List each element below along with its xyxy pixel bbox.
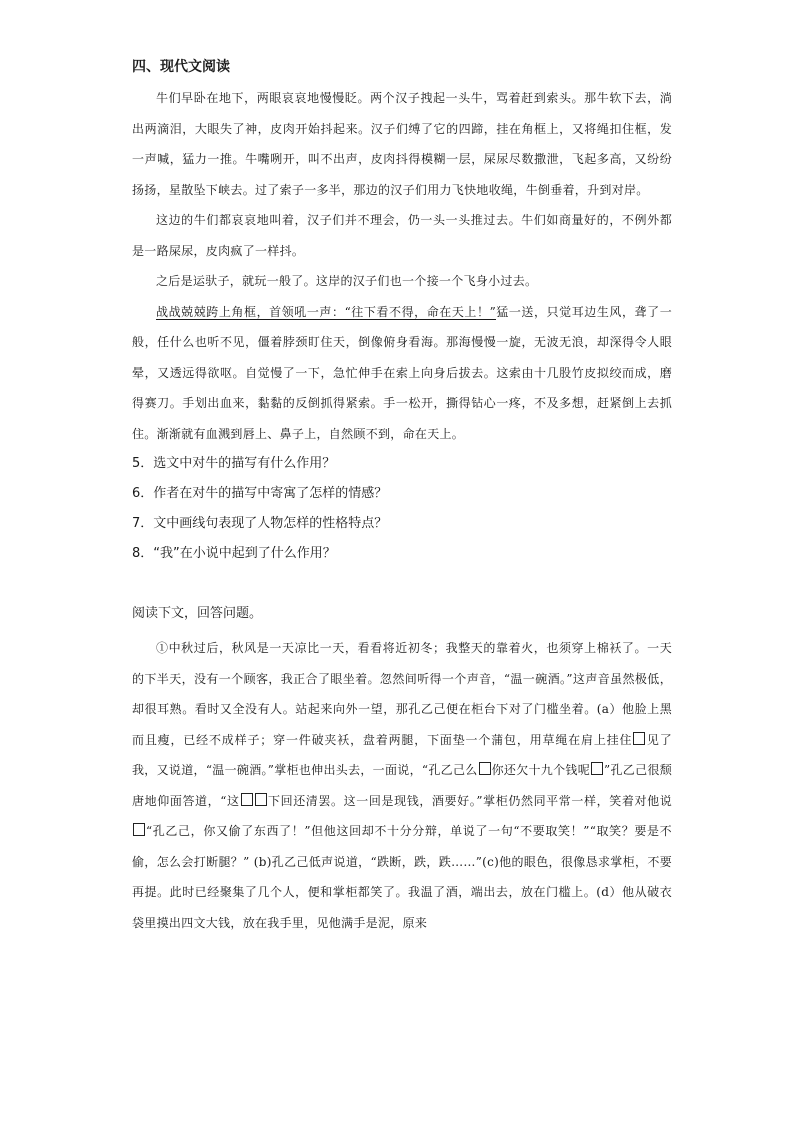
passage2-intro: 阅读下文，回答问题。 bbox=[132, 606, 263, 621]
question-8: 8．“我”在小说中起到了什么作用？ bbox=[132, 546, 336, 561]
passage1-paragraph-3: 之后是运驮子，就玩一般了。这岸的汉子们也一个接一个飞身小过去。 bbox=[156, 274, 538, 288]
blank-box bbox=[133, 823, 145, 836]
passage2-paragraph-1 bbox=[132, 633, 672, 938]
question-7: 7．文中画线句表现了人物怎样的性格特点？ bbox=[132, 516, 388, 531]
passage2-text-5: 下回还清罢。这一回是现钱，酒要好。”掌柜仍然同平常一样，笑着对他说 bbox=[267, 793, 672, 808]
blank-box bbox=[591, 762, 603, 775]
passage1-paragraph-4 bbox=[132, 297, 672, 450]
spacer bbox=[132, 569, 672, 601]
question-5: 5．选文中对牛的描写有什么作用？ bbox=[132, 456, 336, 471]
passage2-text-4: ”孔乙己很颓唐地仰面答道，“这 bbox=[132, 763, 672, 808]
section-title: 四、现代文阅读 bbox=[132, 59, 230, 75]
passage2-text-2: 见了我，又说道，“温一碗酒。”掌柜也伸出头去，一面说，“孔乙己么 bbox=[132, 732, 673, 777]
blank-box bbox=[255, 793, 267, 806]
passage1-paragraph-4-rest: 猛一送，只觉耳边生风，聋了一般，任什么也听不见，僵着脖颈盯住天，倒像俯身看海。那海慢慢一旋，无波无浪，却深得令人眼晕，又透远得欲呕。自觉慢了一下，急忙伸手在索上向身后拔去。这索由十几股竹皮拟绞而成，磨得赛刀。手划出血来，黏黏的反倒抓得紧索。手一松开，撕得钻心一疼，不及多想，赶紧倒上去抓住。渐渐就有血溅到唇上、鼻子上，自然顾不到，命在天上。 bbox=[132, 304, 673, 441]
passage2-text-6: “孔乙己，你又偷了东西了！”但他这回却不十分分辩，单说了一句“不要取笑！”“取笑？要是不偷，怎么会打断腿？” (b)孔乙己低声说道，“跌断，跌，跌……”(c)他的眼色，很像恳求掌柜，不要再提。此时已经聚集了几个人，便和掌柜都笑了。我温了酒，端出去，放在门槛上。(d）他从破衣袋里摸出四文大钱，放在我手里，见他满手是泥，原来 bbox=[132, 824, 672, 930]
underlined-sentence: 战战兢兢跨上角框，首领吼一声：“往下看不得，命在天上！” bbox=[156, 304, 496, 319]
blank-box bbox=[633, 732, 645, 745]
passage2-text-3: 你还欠十九个钱呢 bbox=[491, 763, 591, 777]
document-page bbox=[132, 56, 672, 938]
question-6: 6．作者在对牛的描写中寄寓了怎样的情感？ bbox=[132, 486, 388, 501]
passage1-paragraph-2: 这边的牛们都哀哀地叫着，汉子们并不理会，仍一头一头推过去。牛们如商量好的，不例外都是一路屎尿，皮肉疯了一样抖。 bbox=[132, 213, 672, 258]
blank-box bbox=[479, 762, 491, 775]
passage1-paragraph-1: 牛们早卧在地下，两眼哀哀地慢慢眨。两个汉子拽起一头牛，骂着赶到索头。那牛软下去，淌出两滴泪，大眼失了神，皮肉开始抖起来。汉子们缚了它的四蹄，挂在角框上，又将绳扣住框，发一声喊，猛力一推。牛嘴咧开，叫不出声，皮肉抖得模糊一层，屎尿尽数撒泄，飞起多高，又纷纷扬扬，星散坠下峡去。过了索子一多半，那边的汉子们用力飞快地收绳，牛倒垂着，升到对岸。 bbox=[132, 91, 672, 197]
passage2-text-1: ①中秋过后，秋风是一天凉比一天，看看将近初冬；我整天的靠着火，也须穿上棉袄了。一天的下半天，没有一个顾客，我正合了眼坐着。忽然间听得一个声音，“温一碗酒。”这声音虽然极低，却很耳熟。看时又全没有人。站起来向外一望，那孔乙己便在柜台下对了门槛坐着。(a）他脸上黑而且瘦，已经不成样子；穿一件破夹袄，盘着两腿，下面垫一个蒲包，用草绳在肩上挂住 bbox=[132, 641, 672, 747]
blank-box bbox=[241, 793, 253, 806]
